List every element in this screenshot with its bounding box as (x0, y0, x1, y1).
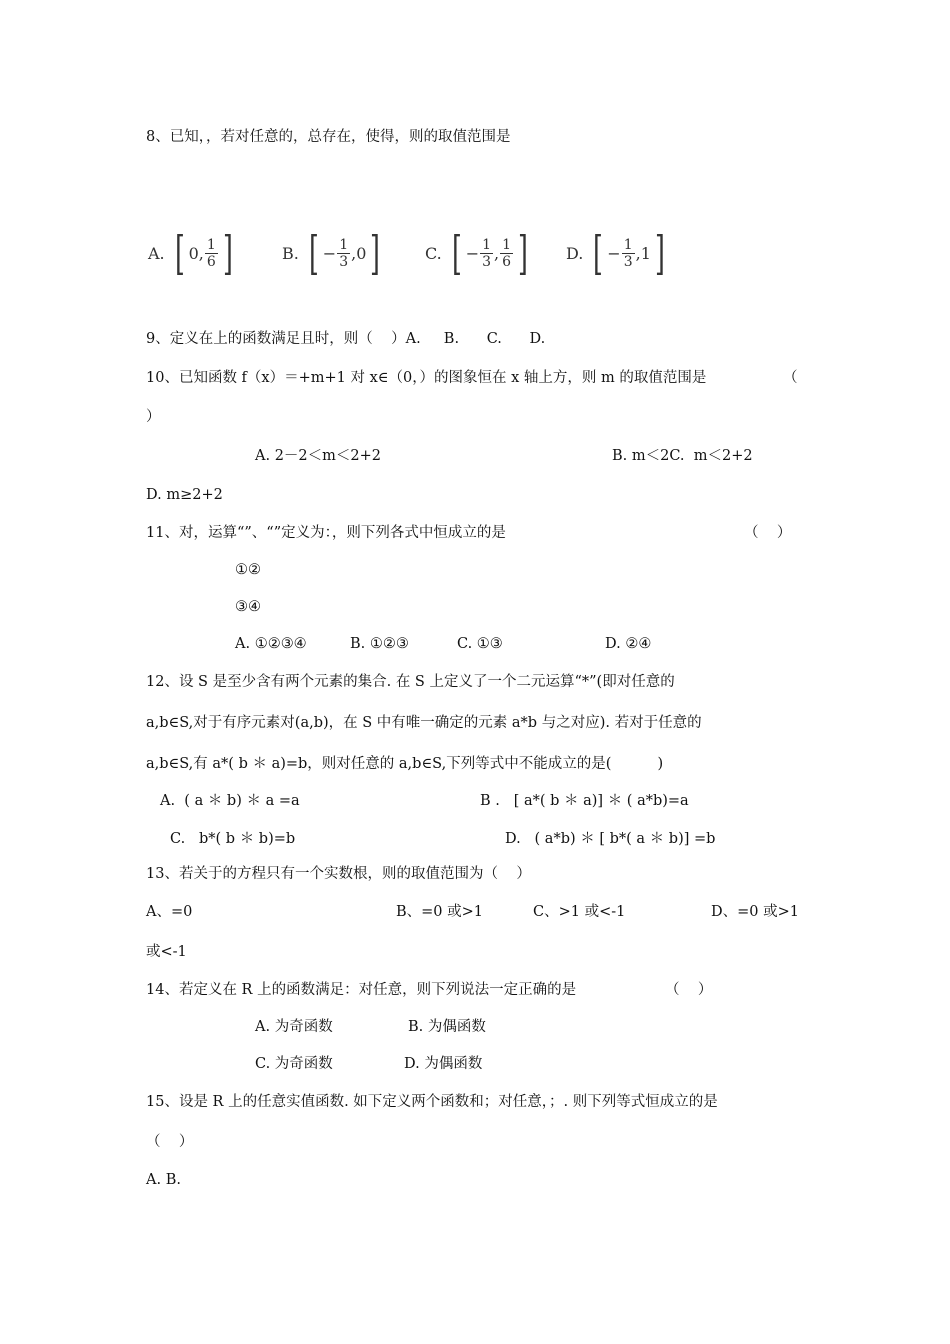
q14-option-c: C. 为奇函数 (255, 1056, 333, 1072)
q15-paren: （ ） (146, 1134, 194, 1150)
interval-upper: 0 (356, 243, 367, 263)
q8-option-label: D. (566, 243, 584, 263)
q11-stem: 11、对，运算“”、“”定义为：，则下列各式中恒成立的是 (146, 525, 506, 541)
fraction: $\frac{1}{3}$ (339, 236, 349, 270)
q12-line-1: 12、设 S 是至少含有两个元素的集合. 在 S 上定义了一个二元运算“*”(即对任意的 (146, 674, 675, 690)
q8-option-d: D. [ − $\frac{1}{3}$ , 1 ] (566, 226, 665, 280)
q10-stem: 10、已知函数 f（x）＝+m+1 对 x∈（0，）的图象恒在 x 轴上方，则 m 的取值范围是 (146, 370, 707, 386)
q13-option-c: C、>1 或<-1 (533, 904, 626, 920)
minus-sign: − (607, 243, 621, 263)
q8-option-a: A. [ 0 , $\frac{1}{6}$ ] (148, 226, 233, 280)
q14-stem: 14、若定义在 R 上的函数满足：对任意，则下列说法一定正确的是 (146, 982, 577, 998)
q11-paren: （ ） (744, 525, 792, 541)
q10-option-d: D. m≥2+2 (146, 487, 223, 503)
q11-row-2: ③④ (235, 599, 261, 615)
q10-option-a: A. 2－2＜m＜2+2 (255, 448, 381, 464)
q14-option-d: D. 为偶函数 (404, 1056, 483, 1072)
q12-option-b: B . [ a*( b ＊ a)] ＊ ( a*b)=a (480, 793, 689, 809)
q12-line-3: a,b∈S,有 a*( b ＊ a)=b，则对任意的 a,b∈S,下列等式中不能成立的是( ) (146, 756, 664, 772)
fraction: $\frac{1}{3}$ (482, 236, 492, 270)
q13-option-b: B、=0 或>1 (396, 904, 484, 920)
q14-option-b: B. 为偶函数 (408, 1019, 486, 1035)
q15-options: A. B. (146, 1172, 181, 1188)
q8-stem: 8、已知，，若对任意的，总存在，使得，则的取值范围是 (146, 129, 511, 145)
minus-sign: − (322, 243, 337, 263)
interval-lower: 0 (188, 243, 199, 263)
q13-option-d-continued: 或<-1 (146, 944, 187, 960)
q11-row-1: ①② (235, 562, 261, 578)
q13-option-d: D、=0 或>1 (711, 904, 799, 920)
fraction: $\frac{1}{6}$ (206, 236, 216, 270)
minus-sign: − (465, 243, 480, 263)
q8-option-b: B. [ − $\frac{1}{3}$ , 0 ] (282, 226, 381, 280)
q12-option-d: D. ( a*b) ＊ [ b*( a ＊ b)] =b (505, 831, 716, 847)
q14-paren: （ ） (665, 982, 713, 998)
q13-stem: 13、若关于的方程只有一个实数根，则的取值范围为（ ） (146, 866, 531, 882)
q11-option-b: B. ①②③ (350, 636, 409, 652)
q12-option-c: C. b*( b ＊ b)=b (170, 831, 296, 847)
interval-upper: 1 (640, 243, 651, 263)
q10-option-bc: B. m＜2C. m＜2+2 (612, 448, 753, 464)
q9-stem: 9、定义在上的函数满足且时，则（ ）A. B. C. D. (146, 331, 546, 347)
q10-paren-open: （ (783, 370, 798, 386)
q10-paren-close: ） (146, 409, 161, 425)
q11-option-a: A. ①②③④ (235, 636, 307, 652)
q8-option-label: C. (425, 243, 442, 263)
q8-option-label: B. (282, 243, 299, 263)
q13-option-a: A、=0 (146, 904, 193, 920)
fraction: $\frac{1}{6}$ (502, 236, 512, 270)
q12-line-2: a,b∈S,对于有序元素对(a,b)，在 S 中有唯一确定的元素 a*b 与之对应). 若对于任意的 (146, 715, 702, 731)
q11-option-d: D. ②④ (605, 636, 652, 652)
q8-option-c: C. [ − $\frac{1}{3}$ , $\frac{1}{6}$ ] (425, 226, 528, 280)
q11-option-c: C. ①③ (457, 636, 503, 652)
q8-option-label: A. (148, 243, 165, 263)
q15-stem: 15、设是 R 上的任意实值函数. 如下定义两个函数和；对任意，；. 则下列等式恒成立的是 (146, 1094, 718, 1110)
q14-option-a: A. 为奇函数 (255, 1019, 333, 1035)
q12-option-a: A. ( a ＊ b) ＊ a =a (160, 793, 300, 809)
fraction: $\frac{1}{3}$ (623, 236, 633, 270)
